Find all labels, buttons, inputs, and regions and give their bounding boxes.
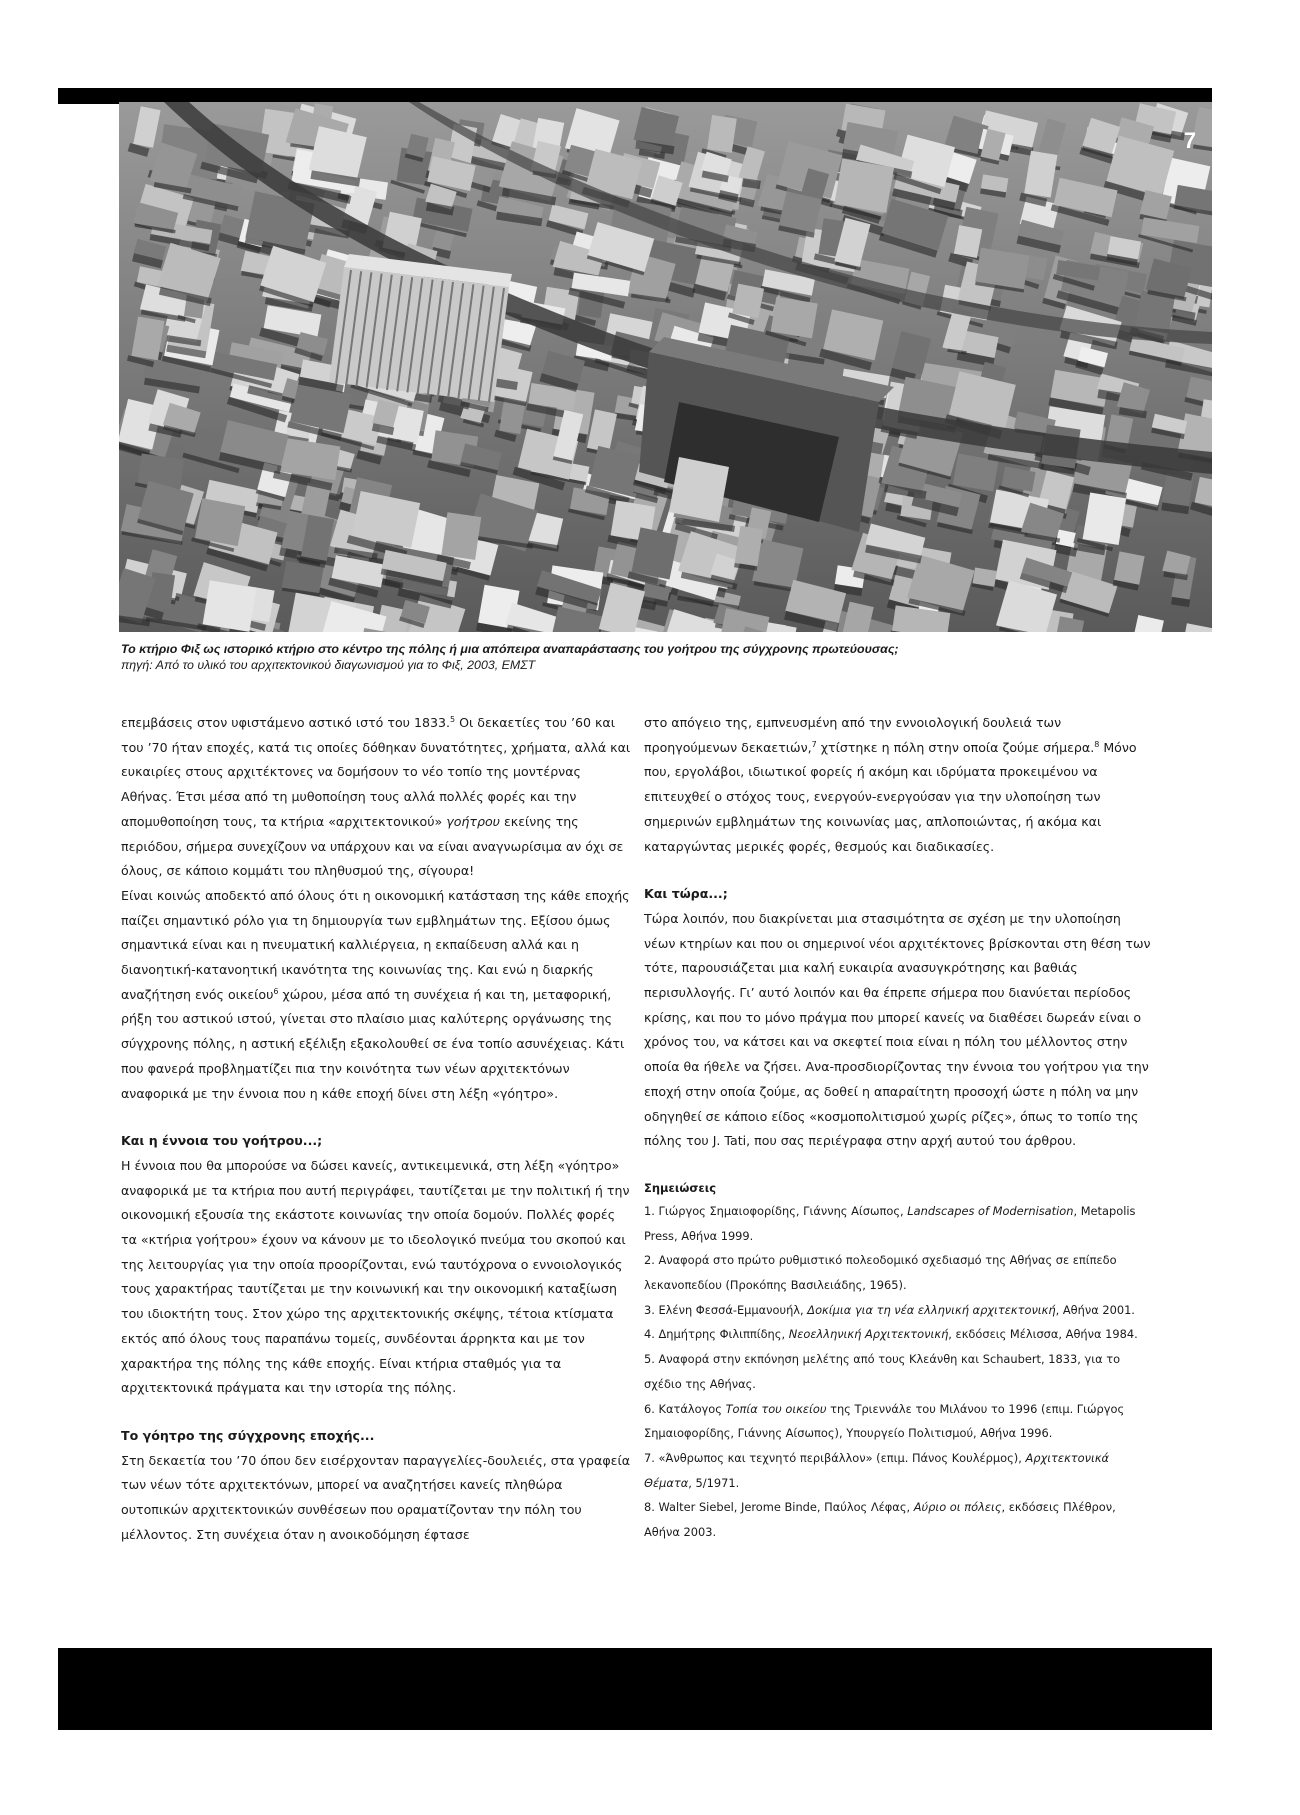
- figure-caption: [121, 641, 1201, 673]
- page-number: 7: [1183, 128, 1196, 153]
- paragraph: στο απόγειο της, εμπνευσμένη από την εννοιολογική δουλειά των προηγούμενων δεκαετιών,$^7$ χτίστηκε η πόλη στην οποία ζούμε σήμερα.$^8$ Μόνο που, εργολάβοι, ιδιωτικοί φορείς ή ακόμη και ιδρύματα προκειμένου να επιτευχθεί ο στόχος τους, ενεργούν-ενεργούσαν για την υλοποίηση των σημερινών εμβλημάτων της κοινωνίας μας, απλοποιώντας, ή ακόμα και καταργώντας μερικές φορές, θεσμούς και διαδικασίες.: [644, 715, 1137, 854]
- paragraph: Η έννοια που θα μπορούσε να δώσει κανείς, αντικειμενικά, στη λέξη «γόητρο» αναφορικά με τα κτήρια που αυτή περιγράφει, ταυτίζεται με την πολιτική ή την οικονομική εξουσία της εκάστοτε κοινωνίας την οποία δομούν. Πολλές φορές τα «κτήρια γοήτρου» έχουν να κάνουν με το ιδεολογικό πνεύμα του σκοπού και της λειτουργίας για την οποία προορίζονται, ενώ ταυτόχρονα ο εννοιολογικός τους χαρακτήρας ταυτίζεται με την κοινωνική και την οικονομική καταξίωση του ιδιοκτήτη τους. Στον χώρο της αρχιτεκτονικής σκέψης, τέτοια κτίσματα εκτός από όλους τους παραπάνω τομείς, συνδέονται άρρηκτα και με τον χαρακτήρα της πόλης της κάθε εποχής. Είναι κτήρια σταθμός για τα αρχιτεκτονικά πράγματα και την ιστορία της πόλης.: [121, 1157, 630, 1396]
- note-item: 8. Walter Siebel, Jerome Binde, Παύλος Λέφας, Αύριο οι πόλεις, εκδόσεις Πλέθρον, Αθήνα 2003.: [644, 1500, 1116, 1540]
- section-heading: Και η έννοια του γοήτρου...;: [121, 1133, 323, 1149]
- aerial-photo: [119, 102, 1212, 632]
- caption-title: Το κτήριο Φιξ ως ιστορικό κτήριο στο κέντρο της πόλης ή μια απόπειρα αναπαράστασης του γοήτρου της σύγχρονης πρωτεύουσας;: [121, 642, 899, 656]
- city-aerial-image: [119, 102, 1212, 632]
- paragraph: επεμβάσεις στον υφιστάμενο αστικό ιστό του 1833.$^5$ Οι δεκαετίες του ’60 και του ’70 ήταν εποχές, κατά τις οποίες δόθηκαν δυνατότητες, χρήματα, αλλά και ευκαιρίες στους αρχιτέκτονες να δομήσουν το νέο τοπίο της μοντέρνας Αθήνας. Έτσι μέσα από τη μυθοποίηση τους αλλά πολλές φορές και την απομυθοποίηση τους, τα κτήρια «αρχιτεκτονικού» γοήτρου εκείνης της περιόδου, σήμερα συνεχίζουν να υπάρχουν και να είναι αναγνωρίσιμα αν όχι σε όλους, σε κάποιο κομμάτι του πληθυσμού της, σίγουρα!: [121, 714, 631, 879]
- caption-source: πηγή: Από το υλικό του αρχιτεκτονικού διαγωνισμού για το Φιξ, 2003, ΕΜΣΤ: [121, 658, 536, 672]
- note-item: 5. Αναφορά στην εκπόνηση μελέτης από τους Κλεάνθη και Schaubert, 1833, για το σχέδιο της Αθήνας.: [644, 1352, 1121, 1391]
- note-item: 3. Ελένη Φεσσά-Εμμανουήλ, Δοκίμια για τη νέα ελληνική αρχιτεκτονική, Αθήνα 2001.: [644, 1302, 1135, 1317]
- bottom-black-bar: [58, 1648, 1212, 1730]
- notes-heading: Σημειώσεις: [644, 1180, 717, 1195]
- note-item: 6. Κατάλογος Τοπία του οικείου της Τριεννάλε του Μιλάνου το 1996 (επιμ. Γιώργος Σημαιοφορίδης, Γιάννης Αίσωπος), Υπουργείο Πολιτισμού, Αθήνα 1996.: [644, 1401, 1125, 1441]
- note-item: 2. Αναφορά στο πρώτο ρυθμιστικό πολεοδομικό σχεδιασμό της Αθήνας σε επίπεδο λεκανοπεδίου (Προκόπης Βασιλειάδης, 1965).: [644, 1253, 1117, 1293]
- section-heading: Και τώρα...;: [644, 886, 728, 902]
- notes-list: [644, 1199, 1154, 1545]
- note-item: 1. Γιώργος Σημαιοφορίδης, Γιάννης Αίσωπος, Landscapes of Modernisation, Metapolis Press, Αθήνα 1999.: [644, 1203, 1136, 1243]
- note-item: 7. «Άνθρωπος και τεχνητό περιβάλλον» (επιμ. Πάνος Κουλέρμος), Αρχιτεκτονικά Θέματα, 5/1971.: [644, 1450, 1110, 1490]
- right-column: [644, 711, 1154, 1545]
- section-heading: Το γόητρο της σύγχρονης εποχής...: [121, 1427, 375, 1443]
- paragraph: Τώρα λοιπόν, που διακρίνεται μια στασιμότητα σε σχέση με την υλοποίηση νέων κτηρίων και που οι σημερινοί νέοι αρχιτέκτονες βρίσκονται στη θέση των τότε, παρουσιάζεται μια καλή ευκαιρία ανασυγκρότησης και βαθιάς περισυλλογής. Γι’ αυτό λοιπόν και θα έπρεπε σήμερα που διανύεται περίοδος κρίσης, και που το μόνο πράγμα που μπορεί κανείς να διαθέσει δωρεάν είναι ο χρόνος του, να κάτσει και να σκεφτεί ποια είναι η πόλη του μέλλοντος στην οποία θα ήθελε να ζήσει. Ανα-προσδιορίζοντας την έννοια του γοήτρου για την εποχή στην οποία ζούμε, ας δοθεί η απαραίτητη προσοχή ώστε η πόλη να μην οδηγηθεί σε κάποιο είδος «κοσμοπολιτισμού χωρίς ρίζες», όπως το τοπίο της πόλης του J. Tati, που σας περιέγραφα στην αρχή αυτού του άρθρου.: [644, 910, 1151, 1149]
- note-item: 4. Δημήτρης Φιλιππίδης, Νεοελληνική Αρχιτεκτονική, εκδόσεις Μέλισσα, Αθήνα 1984.: [644, 1327, 1138, 1342]
- paragraph: Στη δεκαετία του ’70 όπου δεν εισέρχονταν παραγγελίες-δουλειές, στα γραφεία των νέων τότε αρχιτεκτόνων, μπορεί να αναζητήσει κανείς πληθώρα ουτοπικών αρχιτεκτονικών συνθέσεων που οραματίζονταν την πόλη του μέλλοντος. Στη συνέχεια όταν η ανοικοδόμηση έφτασε: [121, 1452, 631, 1542]
- left-column: [121, 711, 631, 1548]
- paragraph: Είναι κοινώς αποδεκτό από όλους ότι η οικονομική κατάσταση της κάθε εποχής παίζει σημαντικό ρόλο για τη δημιουργία των εμβλημάτων της. Εξίσου όμως σημαντικά είναι και η πνευματική καλλιέργεια, η εκπαίδευση αλλά και η διανοητική-κατανοητική ικανότητα της κοινωνίας της. Και ενώ η διαρκής αναζήτηση ενός οικείου$^6$ χώρου, μέσα από τη συνέχεια ή και τη, μεταφορική, ρήξη του αστικού ιστού, γίνεται στο πλαίσιο μιας καλύτερης οργάνωσης της σύγχρονης πόλης, η αστική εξέλιξη εξακολουθεί σε ένα τοπίο ασυνέχειας. Κάτι που φανερά προβληματίζει πια την κοινότητα των νέων αρχιτεκτόνων αναφορικά με την έννοια που η κάθε εποχή δίνει στη λέξη «γόητρο».: [121, 887, 630, 1101]
